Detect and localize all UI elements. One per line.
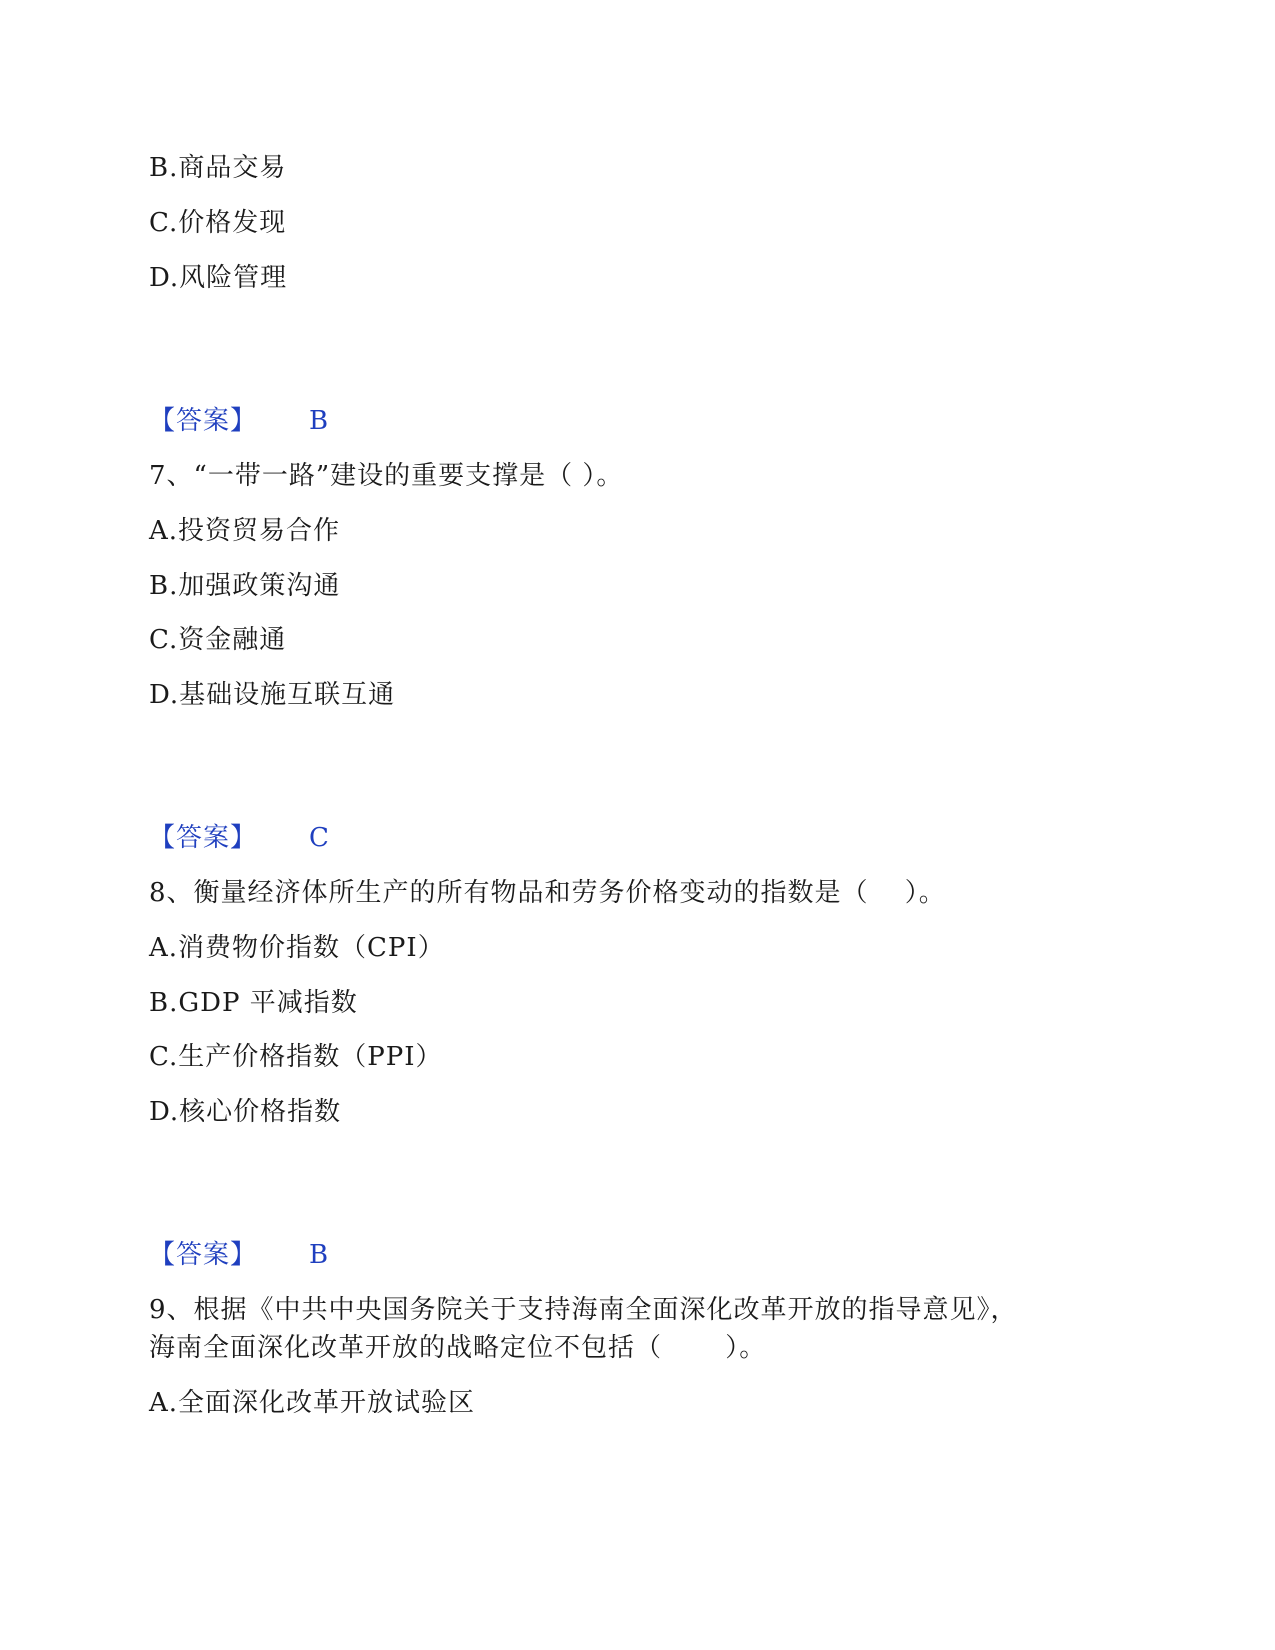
q6-option-b: B.商品交易 <box>149 153 287 183</box>
q8-option-c: C.生产价格指数（PPI） <box>149 1042 443 1072</box>
q8-option-b: B.GDP 平减指数 <box>149 988 358 1018</box>
answer-value: B <box>309 1240 330 1270</box>
answer-label: 【答案】 <box>149 406 258 436</box>
q8-option-a: A.消费物价指数（CPI） <box>149 933 445 963</box>
q9-option-a: A.全面深化改革开放试验区 <box>149 1388 476 1418</box>
answer-label: 【答案】 <box>149 823 258 853</box>
answer-value: B <box>309 406 330 436</box>
q6-option-d: D.风险管理 <box>149 263 288 293</box>
q7-option-b: B.加强政策沟通 <box>149 571 341 601</box>
q7-option-d: D.基础设施互联互通 <box>149 680 396 710</box>
q9-stem-line2: 海南全面深化改革开放的战略定位不包括（ ）。 <box>149 1333 767 1363</box>
q6-answer <box>149 404 329 438</box>
q7-option-a: A.投资贸易合作 <box>149 516 341 546</box>
q7-option-c: C.资金融通 <box>149 625 287 655</box>
q8-stem: 8、衡量经济体所生产的所有物品和劳务价格变动的指数是（ ）。 <box>149 878 946 908</box>
q8-option-d: D.核心价格指数 <box>149 1097 342 1127</box>
q7-stem: 7、“一带一路”建设的重要支撑是（ ）。 <box>149 461 624 491</box>
q7-answer <box>149 821 330 855</box>
q9-stem-line1: 9、根据《中共中央国务院关于支持海南全面深化改革开放的指导意见》， <box>149 1295 1018 1325</box>
answer-label: 【答案】 <box>149 1240 258 1270</box>
q8-answer <box>149 1238 329 1272</box>
q6-option-c: C.价格发现 <box>149 208 287 238</box>
answer-value: C <box>309 823 330 853</box>
